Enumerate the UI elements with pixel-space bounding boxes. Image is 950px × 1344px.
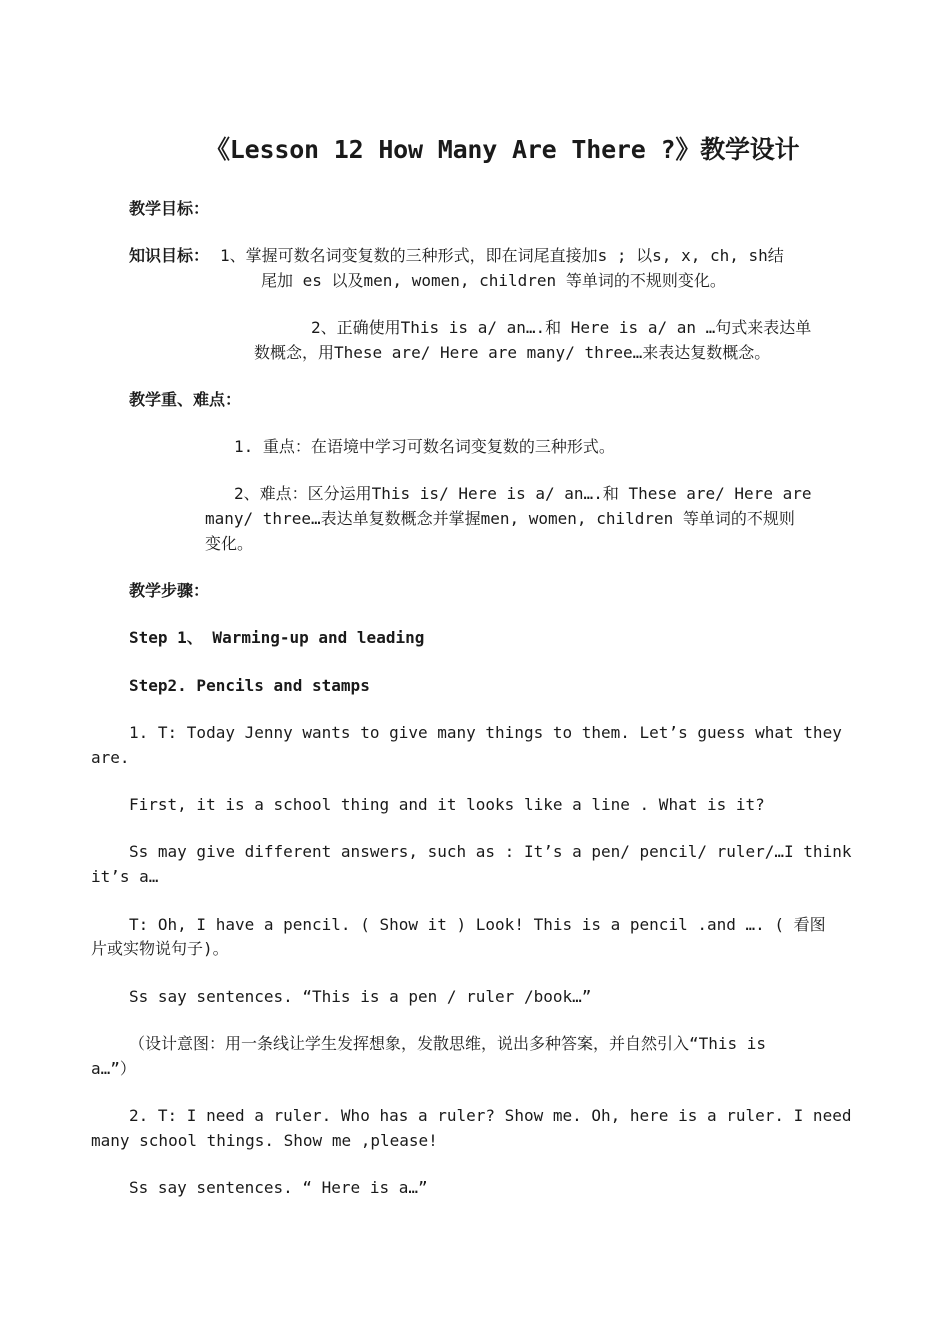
step-2-heading: Step2. Pencils and stamps: [129, 676, 370, 695]
paragraph-3-line1: Ss may give different answers, such as : It’s a pen/ pencil/ ruler/…I think: [129, 842, 852, 861]
key-point-2-line3: 变化。: [205, 534, 254, 553]
knowledge-objective-label: 知识目标：: [129, 246, 210, 265]
knowledge-objective-2-line2: 数概念，用These are/ Here are many/ three…来表达复数概念。: [254, 343, 771, 362]
section-heading-objectives: 教学目标：: [129, 199, 210, 218]
section-heading-key-points: 教学重、难点：: [129, 390, 242, 409]
paragraph-8: Ss say sentences. “ Here is a…”: [129, 1178, 428, 1197]
page-title: 《Lesson 12 How Many Are There ?》教学设计: [205, 135, 800, 164]
paragraph-1-line1: 1. T: Today Jenny wants to give many things to them. Let’s guess what they: [129, 723, 842, 742]
knowledge-objective-1-line1: 1、掌握可数名词变复数的三种形式，即在词尾直接加s ; 以s, x, ch, sh结: [220, 246, 784, 265]
paragraph-1-line2: are.: [91, 748, 130, 767]
key-point-2-line2: many/ three…表达单复数概念并掌握men, women, children 等单词的不规则: [205, 509, 795, 528]
knowledge-objective-2-line1: 2、正确使用This is a/ an….和 Here is a/ an …句式来表达单: [311, 318, 812, 337]
paragraph-6-line2: a…”）: [91, 1059, 136, 1078]
paragraph-6-line1: （设计意图：用一条线让学生发挥想象，发散思维，说出多种答案，并自然引入“This is: [129, 1034, 767, 1053]
knowledge-objective-1-line2: 尾加 es 以及men, women, children 等单词的不规则变化。: [261, 271, 726, 290]
paragraph-7-line2: many school things. Show me ,please!: [91, 1131, 438, 1150]
paragraph-2: First, it is a school thing and it looks like a line . What is it?: [129, 795, 765, 814]
paragraph-7-line1: 2. T: I need a ruler. Who has a ruler? Show me. Oh, here is a ruler. I need: [129, 1106, 852, 1125]
section-heading-steps: 教学步骤：: [129, 581, 210, 600]
key-point-1: 1. 重点：在语境中学习可数名词变复数的三种形式。: [234, 437, 615, 456]
paragraph-3-line2: it’s a…: [91, 867, 159, 886]
paragraph-5: Ss say sentences. “This is a pen / ruler /book…”: [129, 987, 592, 1006]
step-1-heading: Step 1、 Warming-up and leading: [129, 628, 425, 647]
key-point-2-line1: 2、难点：区分运用This is/ Here is a/ an….和 These are/ Here are: [234, 484, 812, 503]
paragraph-4-line1: T: Oh, I have a pencil. ( Show it ) Look! This is a pencil .and …. ( 看图: [129, 915, 826, 934]
paragraph-4-line2: 片或实物说句子)。: [91, 939, 229, 958]
